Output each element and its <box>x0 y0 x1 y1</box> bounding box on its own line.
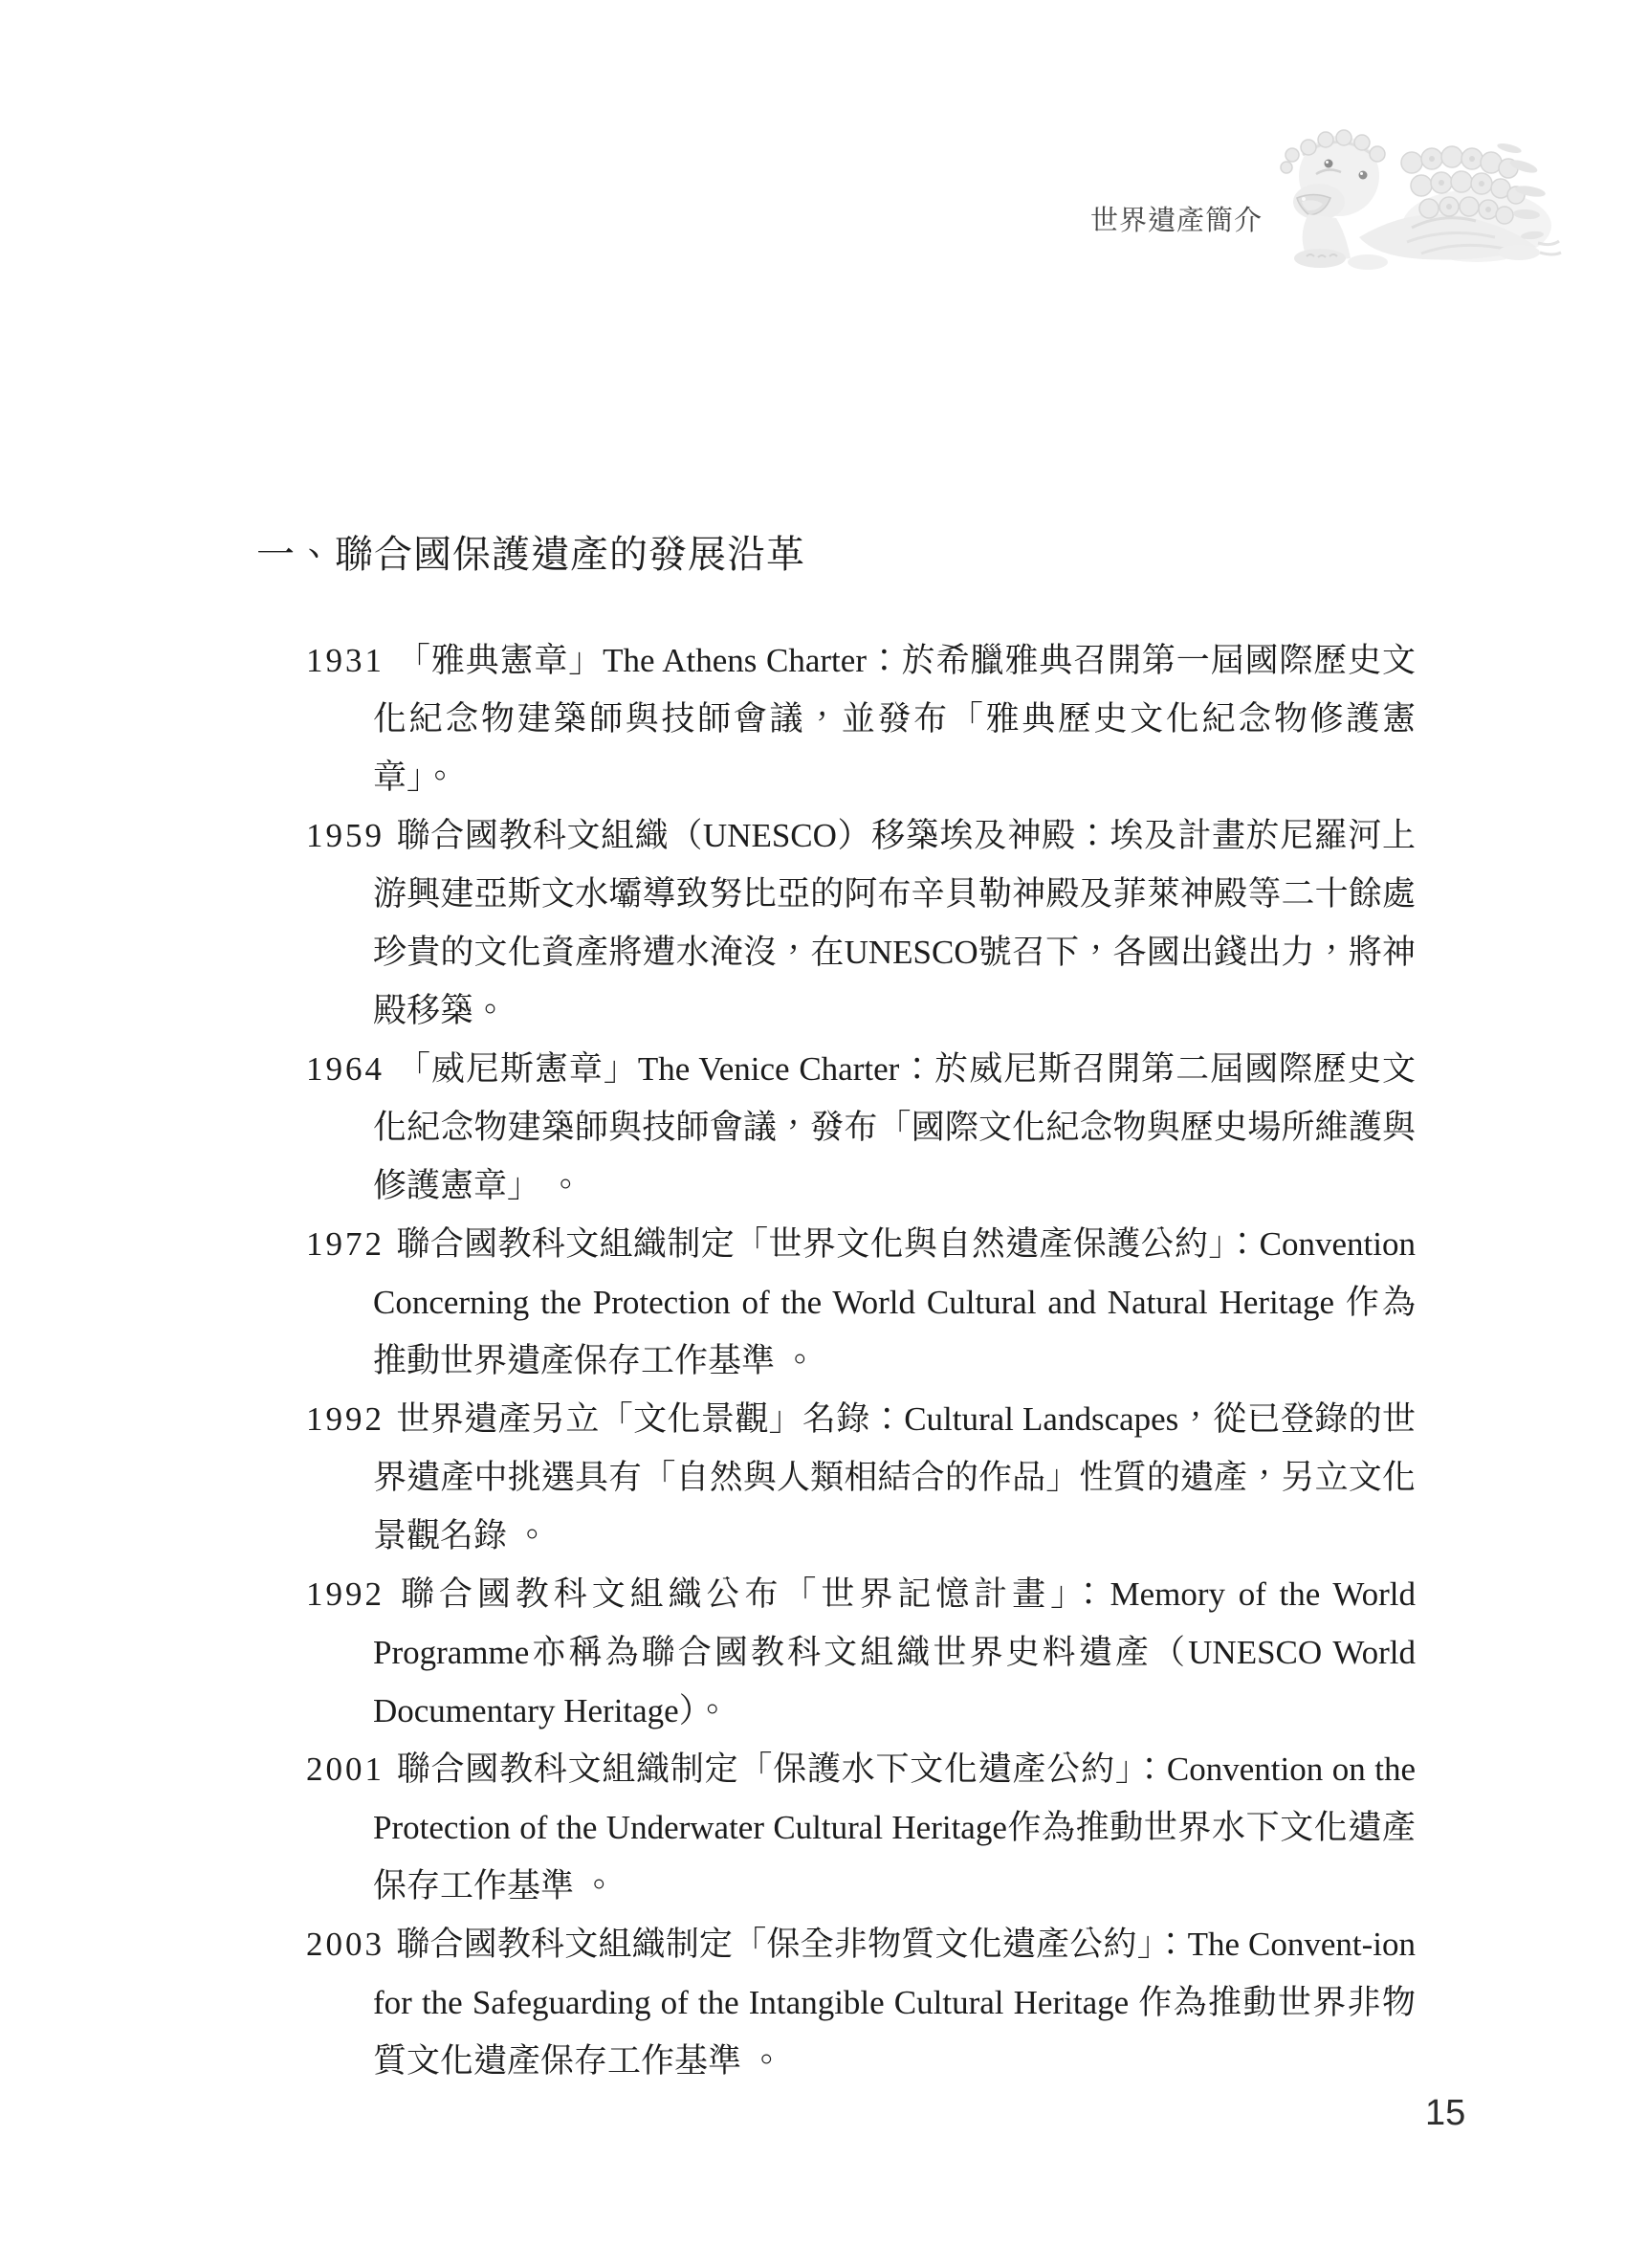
timeline-text: 聯合國教科文組織（UNESCO）移築埃及神殿：埃及計畫於尼羅河上游興建亞斯文水壩導致努比亞的阿布辛貝勒神殿及菲萊神殿等二十餘處珍貴的文化資產將遭水淹沒，在UNESCO號召下，各國出錢出力，將神殿移築。 <box>373 817 1416 1029</box>
stone-lion-icon <box>1268 117 1565 277</box>
page-number: 15 <box>1425 2093 1466 2133</box>
running-header-title: 世界遺產簡介 <box>1090 206 1263 236</box>
timeline-entry <box>306 1740 1416 1915</box>
timeline-year: 2001 <box>306 1751 385 1788</box>
timeline-year: 1992 <box>306 1400 385 1438</box>
timeline-year: 1972 <box>306 1225 385 1263</box>
timeline-text: 「威尼斯憲章」The Venice Charter：於威尼斯召開第二屆國際歷史文化紀念物建築師與技師會議，發布「國際文化紀念物與歷史場所維護與修護憲章」 。 <box>373 1050 1416 1204</box>
timeline-text: 聯合國教科文組織制定「保全非物質文化遺產公約」：The Convent-ion for the Safeguarding of the Intangible Cultural Heritage 作為推動世界非物質文化遺產保存工作基準 。 <box>373 1926 1416 2080</box>
section-heading: 一、聯合國保護遺產的發展沿革 <box>256 533 805 576</box>
timeline-entry <box>306 631 1416 806</box>
timeline-year: 1959 <box>306 817 385 854</box>
timeline-entry <box>306 1565 1416 1740</box>
timeline-entry <box>306 1040 1416 1215</box>
timeline-entry <box>306 1390 1416 1565</box>
timeline-text: 「雅典憲章」The Athens Charter：於希臘雅典召開第一屆國際歷史文化紀念物建築師與技師會議，並發布「雅典歷史文化紀念物修護憲章」。 <box>373 642 1416 796</box>
timeline-entry <box>306 1215 1416 1390</box>
timeline-text: 聯合國教科文組織制定「保護水下文化遺產公約」：Convention on the Protection of the Underwater Cultural Heritage作為推動世界水下文化遺產保存工作基準 。 <box>373 1751 1416 1905</box>
timeline-entry <box>306 806 1416 1040</box>
timeline-text: 世界遺產另立「文化景觀」名錄：Cultural Landscapes，從已登錄的世界遺產中挑選具有「自然與人類相結合的作品」性質的遺產，另立文化景觀名錄 。 <box>373 1400 1416 1554</box>
timeline-text: 聯合國教科文組織制定「世界文化與自然遺產保護公約」：Convention Concerning the Protection of the World Cultural and Natural Heritage 作為推動世界遺產保存工作基準 。 <box>373 1225 1416 1379</box>
timeline-year: 1931 <box>306 642 385 679</box>
timeline-entry <box>306 1915 1416 2090</box>
timeline-year: 1992 <box>306 1575 385 1613</box>
timeline <box>306 631 1416 2090</box>
timeline-year: 2003 <box>306 1926 385 1963</box>
timeline-year: 1964 <box>306 1050 385 1088</box>
timeline-text: 聯合國教科文組織公布「世界記憶計畫」：Memory of the World Programme亦稱為聯合國教科文組織世界史料遺產（UNESCO World Documentary Heritage）。 <box>373 1575 1416 1729</box>
